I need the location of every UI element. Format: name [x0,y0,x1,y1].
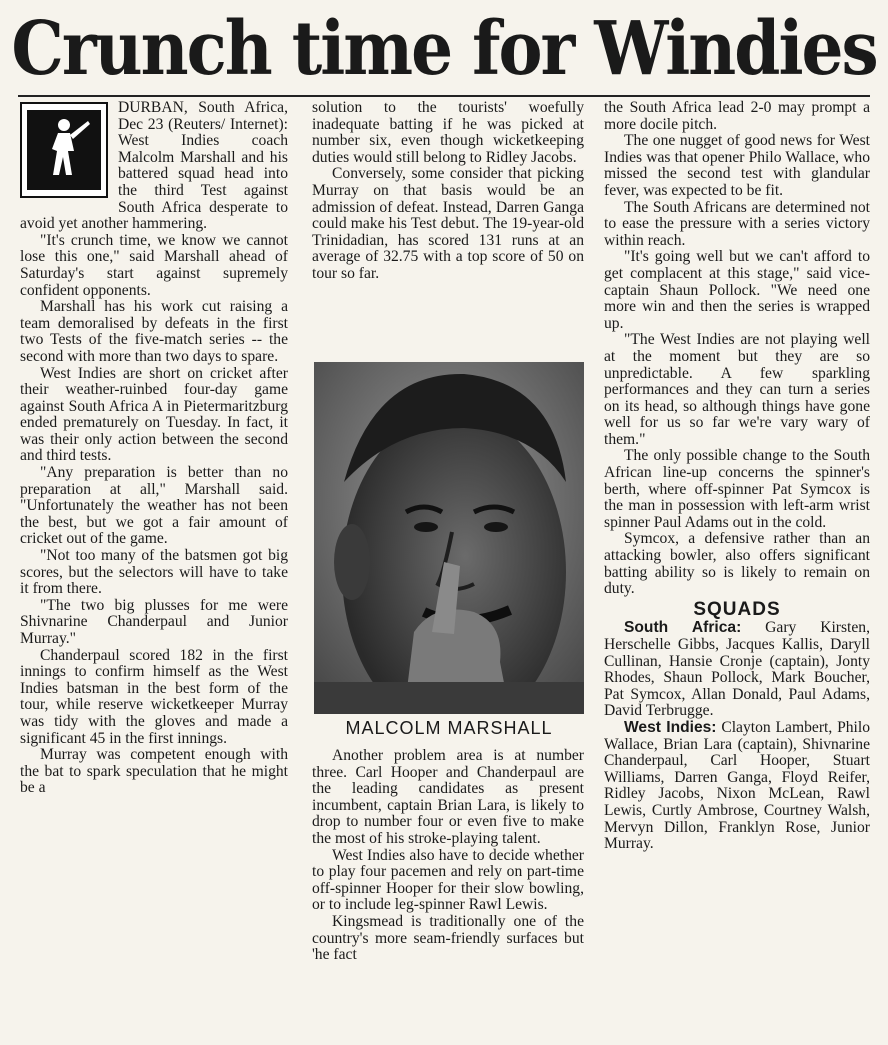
cricket-batsman-icon [20,102,108,198]
portrait-photo [314,362,584,714]
squad-list: Gary Kirsten, Herschelle Gibbs, Jacques Kallis, Daryll Cullinan, Hansie Cronje (captain), Jonty Rhodes, Shaun Pollock, Mark Boucher, Pat Symcox, Allan Donald, Paul Adams, David Terbrugge. [604,619,870,720]
column-2-bottom [312,748,584,964]
paragraph: West Indies also have to decide whether to play four pacemen and rely on part-time off-spinner Hooper for their slow bowling, or to include leg-spinner Rawl Lewis. [312,846,584,914]
paragraph: "The West Indies are not playing well at the moment but they are so unpredictable. A few sparkling performances and they can turn a series on its head, so although things have gone well for us so far we're vary wary of them." [604,331,870,448]
paragraph: Marshall has his work cut raising a team demoralised by defeats in the first two Tests of the five-match series -- the second with more than two days to spare. [20,298,288,365]
paragraph: Chanderpaul scored 182 in the first innings to confirm himself as the West Indies batsman in the best form of the tour, while reserve wicketkeeper Murray was tidy with the gloves and made a significant 45 in the first innings. [20,646,288,747]
photo-caption: MALCOLM MARSHALL [345,718,553,738]
paragraph: The South Africans are determined not to ease the pressure with a series victory within reach. [604,198,870,249]
squads-title: SQUADS [693,598,781,620]
paragraph: The only possible change to the South African line-up concerns the spinner's berth, where off-spinner Pat Symcox is the man in possession with left-arm wrist spinner Paul Adams out in the cold. [604,447,870,531]
paragraph: The one nugget of good news for West Indies was that opener Philo Wallace, who missed the second test with glandular fever, was expected to be fit. [604,132,870,199]
column-3 [604,100,870,853]
squad-list: Clayton Lambert, Philo Wallace, Brian Lara (captain), Shivnarine Chanderpaul, Carl Hooper, Stuart Williams, Darren Ganga, Floyd Reifer, Ridley Jacobs, Nixon McLean, Rawl Lewis, Curtly Ambrose, Courtney Walsh, Mervyn Dillon, Franklyn Rose, Junior Murray. [604,718,871,853]
headline: Crunch time for Windies [11,4,877,92]
paragraph: solution to the tourists' woefully inadequate batting if he was picked at number six, even though wicketkeeping duties would still belong to Ridley Jacobs. [312,99,584,166]
paragraph: Symcox, a defensive rather than an attacking bowler, also offers significant batting ability so is likely to remain on duty. [604,530,870,598]
paragraph: "It's crunch time, we know we cannot lose this one," said Marshall ahead of Saturday's start against supremely confident opponents. [20,231,288,299]
paragraph: West Indies coach Malcolm Marshall and his battered squad head into the third Test against South Africa desperate to avoid yet another hammering. [20,132,288,233]
paragraph: West Indies are short on cricket after their weather-ruinbed four-day game against South Africa A in Pietermaritzburg ended prematurely on Tuesday. In fact, it was their only action between the second and third tests. [20,364,288,465]
paragraph: "Not too many of the batsmen got big scores, but the selectors will have to take it from there. [20,547,288,598]
paragraph: Another problem area is at number three. Carl Hooper and Chanderpaul are the leading candidates as present incumbent, captain Brian Lara, is likely to drop to number four or even five to make the most of his stroke-playing talent. [312,747,584,847]
column-1 [20,100,288,797]
paragraph: "Any preparation is better than no preparation at all," Marshall said. "Unfortunately the weather has not been the best, but we got a fair amount of cricket out of the game. [20,464,288,548]
paragraph: Conversely, some consider that picking Murray on that basis would be an admission of defeat. Instead, Darren Ganga could make his Test debut. The 19-year-old Trinidadian, has scored 131 runs at an average of 32.75 with a top score of 50 on tour so far. [312,165,584,282]
paragraph: "It's going well but we can't afford to get complacent at this stage," said vice-captain Shaun Pollock. "We need one more win and then the series is wrapped up. [604,248,870,332]
paragraph: Murray was competent enough with the bat to spark speculation that he might be a [20,746,288,797]
squad-label: West Indies: [624,718,717,736]
squad-west-indies [604,720,870,853]
squad-south-africa [604,620,870,720]
paragraph: the South Africa lead 2-0 may prompt a more docile pitch. [604,99,870,133]
paragraph: "The two big plusses for me were Shivnarine Chanderpaul and Junior Murray." [20,596,288,647]
column-2 [312,100,584,283]
paragraph: Kingsmead is traditionally one of the country's more seam-friendly surfaces but 'he fact [312,912,584,964]
headline-rule [18,95,870,97]
squad-label: South Africa: [624,619,742,637]
dateline: DURBAN, South Africa, Dec 23 (Reuters/ Internet): [118,99,288,133]
